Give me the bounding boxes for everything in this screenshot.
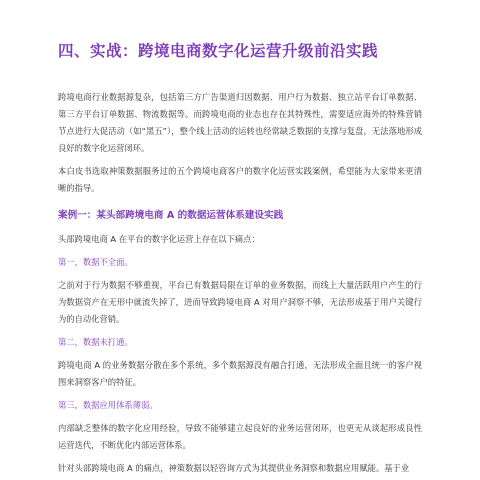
point-3-body: 内部缺乏整体的数字化应用经验，导致不能够建立起良好的业务运营闭环，也更无从谈起形成良性运营迭代，不断优化内部运营体系。 — [58, 423, 422, 450]
intro-paragraph-1: 跨境电商行业数据源复杂，包括第三方广告渠道归因数据、用户行为数据、独立站平台订单数据、第三方平台订单数据、物流数据等。而跨境电商的业态也存在其特殊性，需要适应海外的特殊营销节点进行大促活动（如“黑五”），整个线上活动的运转也经常缺乏数据的支撑与复盘，无法落地形成良好的数字化运营闭环。 — [58, 92, 422, 153]
point-1-heading: 第一，数据不全面。 — [58, 257, 133, 267]
point-2-heading: 第二，数据未打通。 — [58, 337, 133, 347]
page-title: 四、实战：跨境电商数字化运营升级前沿实践 — [58, 42, 379, 60]
point-1-body: 之前对于行为数据不够重视，平台已有数据局限在订单的业务数据，而线上大量活跃用户产生的行为数据资产在无形中就流失掉了，进而导致跨境电商 A 对用户洞察不够，无法形成基于用户关键行为的自动化营销。 — [58, 280, 422, 324]
case-1-heading: 案例一：某头部跨境电商 A 的数据运营体系建设实践 — [58, 210, 284, 221]
case-1-intro: 头部跨境电商 A 在平台的数字化运营上存在以下痛点： — [58, 234, 260, 244]
intro-paragraph-2: 本白皮书选取神策数据服务过的五个跨境电商客户的数字化运营实践案例，希望能为大家带来更清晰的指导。 — [58, 166, 422, 193]
closing-paragraph: 针对头部跨境电商 A 的痛点，神策数据以轻咨询方式为其提供业务洞察和数据应用赋能。基于业 — [58, 463, 410, 473]
point-2-body: 跨境电商 A 的业务数据分散在多个系统，多个数据源没有融合打通，无法形成全面且统一的客户视图来洞察客户的特征。 — [58, 360, 422, 387]
point-3-heading: 第三，数据应用体系薄弱。 — [58, 400, 158, 410]
